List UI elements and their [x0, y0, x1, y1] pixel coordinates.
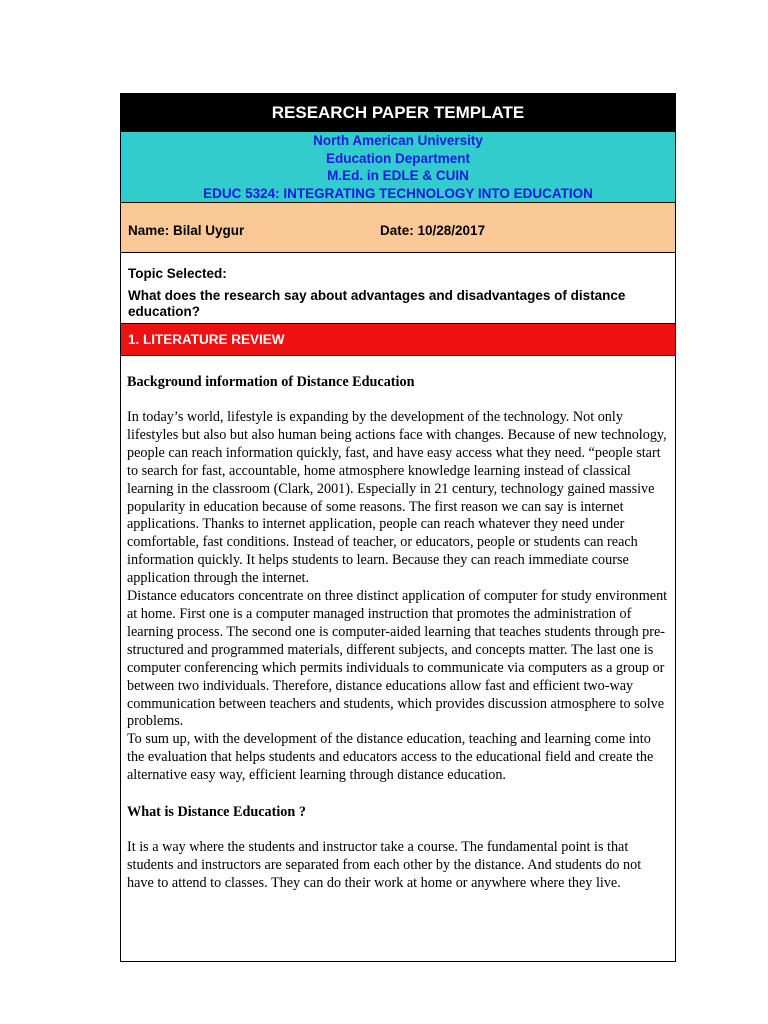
paragraph: It is a way where the students and instructor take a course. The fundamental point is that students and instructors are separated from each other by the distance. And students do not have to attend to classes. They can do their work at home or anywhere where they live. — [127, 839, 642, 891]
program-name: M.Ed. in EDLE & CUIN — [327, 168, 469, 183]
topic-label: Topic Selected: — [128, 266, 227, 281]
institution-block — [121, 132, 675, 203]
student-name: Name: Bilal Uygur — [128, 223, 245, 238]
submission-date: Date: 10/28/2017 — [380, 223, 486, 238]
course-name: EDUC 5324: INTEGRATING TECHNOLOGY INTO EDUCATION — [203, 185, 593, 201]
department-name: Education Department — [325, 150, 471, 166]
template-title: RESEARCH PAPER TEMPLATE — [121, 94, 675, 132]
topic-block — [121, 253, 675, 323]
paragraph: Distance educators concentrate on three distinct application of computer for study environment at home. First one is a computer managed instruction that promotes the administration of learning process. The second one is computer-aided learning that teaches students through pre-structured and programmed materials, different subjects, and concepts matter. The last one is computer conferencing which permits individuals to communicate via computers as a group or between two individuals. Therefore, distance educations allow fast and efficient two-way communication between teachers and students, which provides discussion atmosphere to solve problems. — [127, 588, 668, 730]
paragraph: To sum up, with the development of the distance education, teaching and learning come into the evaluation that helps students and educators access to the educational field and create the alternative easy way, efficient learning through distance education. — [127, 731, 654, 784]
research-paper-template — [120, 93, 676, 962]
section-heading: What is Distance Education ? — [127, 804, 306, 821]
topic-question: What does the research say about advantages and disadvantages of distance education? — [128, 288, 626, 319]
student-info — [121, 203, 675, 253]
university-name: North American University — [313, 133, 483, 148]
literature-review-body — [121, 356, 675, 961]
paragraph: In today’s world, lifestyle is expanding by the development of the technology. Not only lifestyles but also but also human being actions face with changes. Because of new technology, people can reach information quickly, fast, and have easy access what they need. “people start to search for fast, accountable, home atmosphere knowledge learning instead of classical learning in the classroom (Clark, 2001). Especially in 21 century, technology gained massive popularity in education because of some reasons. The first reason we can say is internet applications. Thanks to internet application, people can reach whatever they need under comfortable, fast conditions. Instead of teacher, or educators, people or students can reach information quickly. It helps students to learn. Because they can reach immediate course application through the internet. — [127, 409, 667, 587]
section-heading: Background information of Distance Education — [127, 374, 415, 390]
section-header: 1. LITERATURE REVIEW — [121, 323, 675, 356]
